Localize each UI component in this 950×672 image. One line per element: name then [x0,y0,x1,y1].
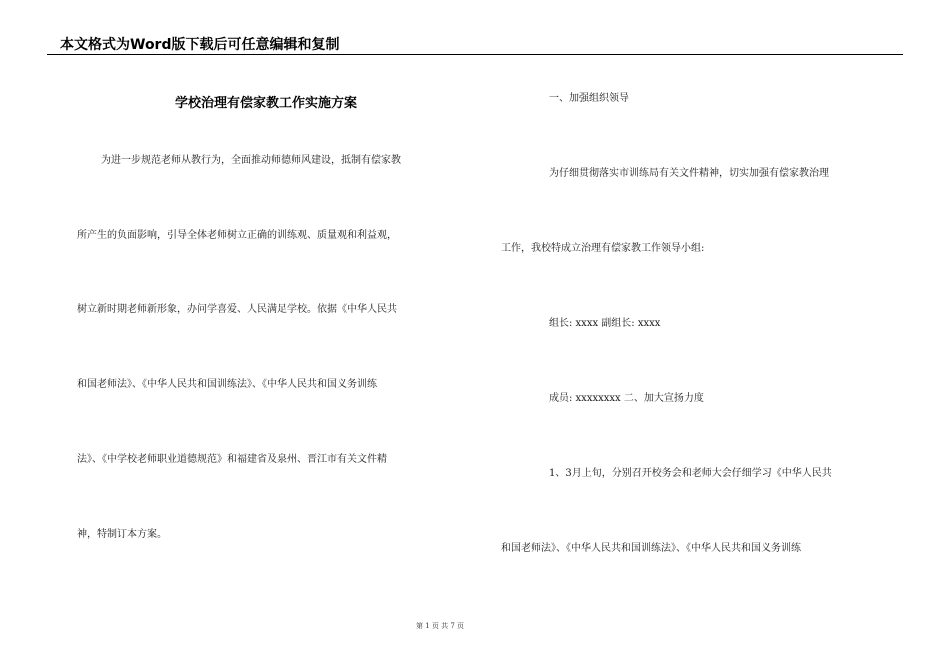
right-paragraph-line: 1、3月上旬，分别召开校务会和老师大会仔细学习《中华人民共 [549,468,832,479]
page-header [47,22,903,55]
right-section-heading: 一、加强组织领导 [549,93,629,104]
left-paragraph-line: 所产生的负面影响，引导全体老师树立正确的训练观、质量观和利益观， [77,230,397,241]
header-notice: 本文格式为Word版下载后可任意编辑和复制 [60,37,340,53]
right-paragraph-line: 为仔细贯彻落实市训练局有关文件精神，切实加强有偿家教治理 [549,168,829,179]
right-paragraph-line: 工作，我校特成立治理有偿家教工作领导小组: [501,243,705,254]
left-paragraph-line: 和国老师法》、《中华人民共和国训练法》、《中华人民共和国义务训练 [77,379,377,390]
right-paragraph-line: 成员: xxxxxxxx 二、加大宣扬力度 [549,393,704,404]
page-number: 第 1 页 共 7 页 [415,622,465,630]
left-paragraph-line: 神，特制订本方案。 [77,529,167,540]
document-title: 学校治理有偿家教工作实施方案 [174,96,357,111]
right-paragraph-line: 和国老师法》、《中华人民共和国训练法》、《中华人民共和国义务训练 [501,543,801,554]
left-paragraph-line: 法》、《中学校老师职业道德规范》和福建省及泉州、晋江市有关文件精 [77,454,387,465]
left-paragraph-line: 树立新时期老师新形象，办问学喜爱、人民满足学校。依据《中华人民共 [77,304,397,315]
right-paragraph-line: 组长: xxxx 副组长: xxxx [549,318,661,329]
left-paragraph-line: 为进一步规范老师从教行为，全面推动师德师风建设，抵制有偿家教 [101,155,401,166]
